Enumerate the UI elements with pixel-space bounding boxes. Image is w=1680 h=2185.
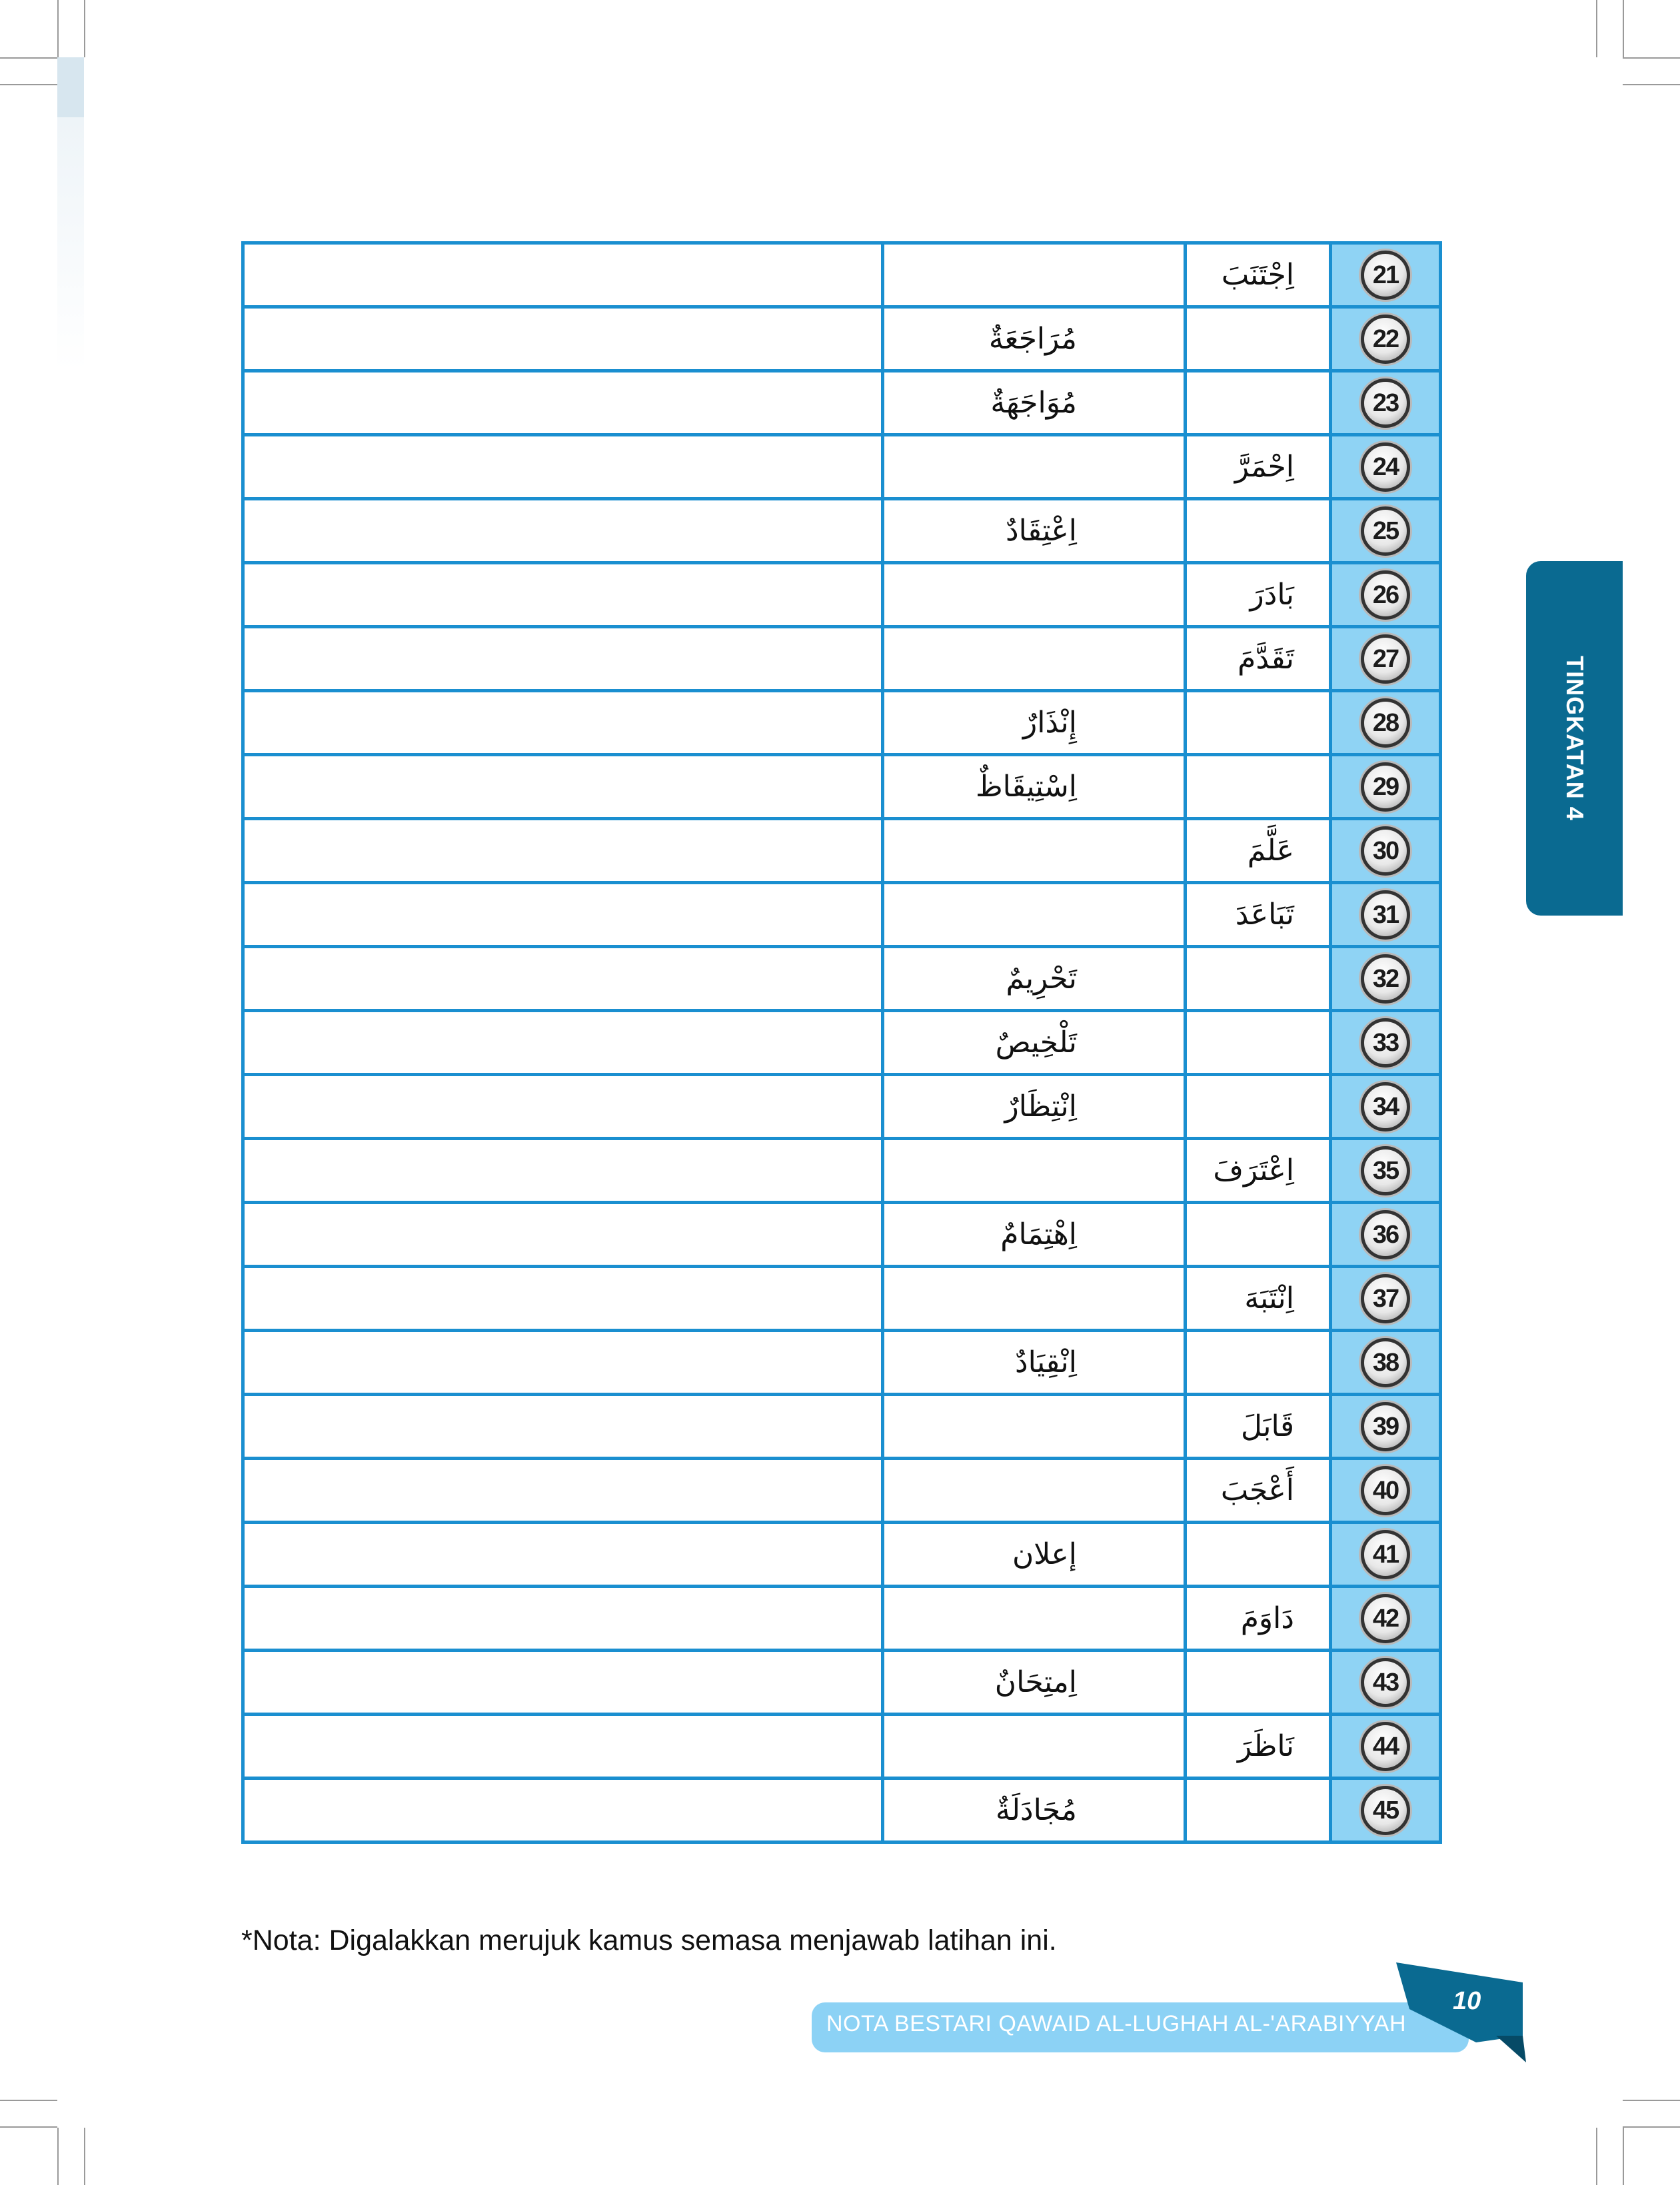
row-number-badge: 45 (1361, 1786, 1410, 1835)
row-number-badge: 35 (1361, 1146, 1410, 1195)
number-cell (1331, 307, 1441, 371)
crop-mark (1596, 2128, 1597, 2185)
answer-cell[interactable] (243, 307, 883, 371)
number-cell (1331, 1459, 1441, 1523)
row-number-badge: 39 (1361, 1402, 1410, 1451)
number-cell (1331, 1011, 1441, 1075)
row-number-badge: 24 (1361, 442, 1410, 492)
table-row (243, 1139, 1441, 1203)
masdar-cell: إِنْذَارٌ (883, 691, 1186, 755)
row-number-badge: 32 (1361, 954, 1410, 1004)
fiil-cell (1186, 1523, 1331, 1587)
row-number-badge: 36 (1361, 1210, 1410, 1259)
answer-cell[interactable] (243, 1459, 883, 1523)
row-number-badge: 34 (1361, 1082, 1410, 1131)
answer-cell[interactable] (243, 947, 883, 1011)
row-number-badge: 23 (1361, 378, 1410, 428)
masdar-cell: مُجَادَلَةٌ (883, 1779, 1186, 1842)
masdar-cell: اِنْتِظَارٌ (883, 1075, 1186, 1139)
crop-mark (84, 0, 85, 57)
table-row (243, 1203, 1441, 1267)
table-row (243, 1779, 1441, 1842)
fiil-cell (1186, 371, 1331, 435)
masdar-cell: اِهْتِمَامٌ (883, 1203, 1186, 1267)
answer-cell[interactable] (243, 1139, 883, 1203)
masdar-cell: تَحْرِيمٌ (883, 947, 1186, 1011)
book-title: NOTA BESTARI QAWAID AL-LUGHAH AL-'ARABIYYAH (826, 2011, 1407, 2036)
masdar-cell: إعلان (883, 1523, 1186, 1587)
table-row (243, 563, 1441, 627)
crop-mark (0, 2126, 57, 2128)
row-number-badge: 21 (1361, 251, 1410, 300)
crop-mark (1623, 2126, 1680, 2128)
row-number-badge: 42 (1361, 1594, 1410, 1643)
fiil-cell: تَقَدَّمَ (1186, 627, 1331, 691)
masdar-cell (883, 243, 1186, 307)
crop-mark (1623, 2100, 1680, 2101)
table-row (243, 1075, 1441, 1139)
masdar-cell: اِعْتِقَادٌ (883, 499, 1186, 563)
fiil-cell (1186, 947, 1331, 1011)
table-row (243, 435, 1441, 499)
number-cell (1331, 627, 1441, 691)
fiil-cell (1186, 1779, 1331, 1842)
masdar-cell: تَلْخِيصٌ (883, 1011, 1186, 1075)
fiil-cell (1186, 755, 1331, 819)
fiil-cell (1186, 1011, 1331, 1075)
number-cell (1331, 1395, 1441, 1459)
answer-cell[interactable] (243, 883, 883, 947)
crop-mark (84, 2128, 85, 2185)
answer-cell[interactable] (243, 1651, 883, 1715)
crop-mark (1596, 0, 1597, 57)
number-cell (1331, 1331, 1441, 1395)
crop-mark (1623, 2128, 1624, 2185)
number-cell (1331, 563, 1441, 627)
crop-mark (1623, 57, 1680, 59)
answer-cell[interactable] (243, 563, 883, 627)
masdar-cell (883, 819, 1186, 883)
masdar-cell (883, 435, 1186, 499)
fiil-cell: بَادَرَ (1186, 563, 1331, 627)
table-row (243, 1459, 1441, 1523)
note-text: *Nota: Digalakkan merujuk kamus semasa menjawab latihan ini. (241, 1924, 1057, 1956)
fiil-cell (1186, 1331, 1331, 1395)
masdar-cell: مُوَاجَهَةٌ (883, 371, 1186, 435)
answer-cell[interactable] (243, 435, 883, 499)
number-cell (1331, 1075, 1441, 1139)
answer-cell[interactable] (243, 1523, 883, 1587)
table-row (243, 371, 1441, 435)
answer-cell[interactable] (243, 499, 883, 563)
answer-cell[interactable] (243, 1267, 883, 1331)
table-row (243, 1523, 1441, 1587)
number-cell (1331, 371, 1441, 435)
crop-mark (0, 57, 57, 59)
number-cell (1331, 1203, 1441, 1267)
table-row (243, 627, 1441, 691)
masdar-cell: اِسْتِيقَاظٌ (883, 755, 1186, 819)
masdar-cell (883, 1715, 1186, 1779)
answer-cell[interactable] (243, 371, 883, 435)
number-cell (1331, 435, 1441, 499)
number-cell (1331, 1139, 1441, 1203)
crop-mark (0, 2100, 57, 2101)
answer-cell[interactable] (243, 1331, 883, 1395)
masdar-cell (883, 1395, 1186, 1459)
masdar-cell (883, 627, 1186, 691)
masdar-cell: اِمتِحَانٌ (883, 1651, 1186, 1715)
row-number-badge: 33 (1361, 1018, 1410, 1068)
masdar-cell: اِنْقِيَادٌ (883, 1331, 1186, 1395)
row-number-badge: 41 (1361, 1530, 1410, 1579)
table-row (243, 755, 1441, 819)
fiil-cell (1186, 1651, 1331, 1715)
row-number-badge: 43 (1361, 1658, 1410, 1707)
answer-cell[interactable] (243, 1075, 883, 1139)
number-cell (1331, 1587, 1441, 1651)
number-cell (1331, 883, 1441, 947)
table-row (243, 1011, 1441, 1075)
answer-cell[interactable] (243, 691, 883, 755)
number-cell (1331, 1651, 1441, 1715)
table-row (243, 1267, 1441, 1331)
number-cell (1331, 1779, 1441, 1842)
crop-mark (1623, 84, 1680, 85)
answer-cell[interactable] (243, 243, 883, 307)
fiil-cell (1186, 307, 1331, 371)
row-number-badge: 37 (1361, 1274, 1410, 1323)
table-row (243, 947, 1441, 1011)
table-row (243, 1587, 1441, 1651)
fiil-cell (1186, 499, 1331, 563)
table-row (243, 819, 1441, 883)
row-number-badge: 26 (1361, 570, 1410, 620)
masdar-cell (883, 1139, 1186, 1203)
number-cell (1331, 1267, 1441, 1331)
fiil-cell: قَابَلَ (1186, 1395, 1331, 1459)
row-number-badge: 22 (1361, 315, 1410, 364)
masdar-cell: مُرَاجَعَةٌ (883, 307, 1186, 371)
masdar-cell (883, 1459, 1186, 1523)
answer-cell[interactable] (243, 1395, 883, 1459)
number-cell (1331, 947, 1441, 1011)
table-row (243, 1395, 1441, 1459)
answer-cell[interactable] (243, 755, 883, 819)
side-tab-label: TINGKATAN 4 (1561, 656, 1589, 821)
fiil-cell: تَبَاعَدَ (1186, 883, 1331, 947)
row-number-badge: 27 (1361, 634, 1410, 684)
answer-cell[interactable] (243, 1779, 883, 1842)
number-cell (1331, 691, 1441, 755)
number-cell (1331, 1715, 1441, 1779)
number-cell (1331, 499, 1441, 563)
row-number-badge: 31 (1361, 890, 1410, 940)
fiil-cell: اِجْتَنَبَ (1186, 243, 1331, 307)
table-row (243, 307, 1441, 371)
answer-cell[interactable] (243, 1715, 883, 1779)
number-cell (1331, 819, 1441, 883)
masdar-cell (883, 1587, 1186, 1651)
bleed-strip (57, 57, 84, 117)
table-row (243, 883, 1441, 947)
row-number-badge: 38 (1361, 1338, 1410, 1387)
table-body (243, 243, 1441, 1842)
table-row (243, 1651, 1441, 1715)
row-number-badge: 44 (1361, 1722, 1410, 1771)
vocabulary-table (241, 241, 1442, 1844)
fiil-cell: دَاوَمَ (1186, 1587, 1331, 1651)
answer-cell[interactable] (243, 627, 883, 691)
answer-cell[interactable] (243, 1011, 883, 1075)
number-cell (1331, 243, 1441, 307)
answer-cell[interactable] (243, 1587, 883, 1651)
answer-cell[interactable] (243, 819, 883, 883)
number-cell (1331, 1523, 1441, 1587)
row-number-badge: 28 (1361, 698, 1410, 748)
row-number-badge: 25 (1361, 506, 1410, 556)
crop-mark (0, 84, 57, 85)
row-number-badge: 29 (1361, 762, 1410, 812)
row-number-badge: 30 (1361, 826, 1410, 876)
masdar-cell (883, 1267, 1186, 1331)
page-number: 10 (1453, 1987, 1481, 2015)
fiil-cell: اِحْمَرَّ (1186, 435, 1331, 499)
fiil-cell (1186, 1203, 1331, 1267)
crop-mark (57, 0, 59, 57)
fiil-cell: اِنْتَبَهَ (1186, 1267, 1331, 1331)
fiil-cell: عَلَّمَ (1186, 819, 1331, 883)
bleed-fade (57, 117, 84, 370)
number-cell (1331, 755, 1441, 819)
fiil-cell (1186, 691, 1331, 755)
row-number-badge: 40 (1361, 1466, 1410, 1515)
answer-cell[interactable] (243, 1203, 883, 1267)
fiil-cell: نَاظَرَ (1186, 1715, 1331, 1779)
fiil-cell (1186, 1075, 1331, 1139)
table-row (243, 499, 1441, 563)
table-row (243, 243, 1441, 307)
crop-mark (1623, 0, 1624, 57)
fiil-cell: اِعْتَرَفَ (1186, 1139, 1331, 1203)
masdar-cell (883, 563, 1186, 627)
crop-mark (57, 2128, 59, 2185)
fiil-cell: أَعْجَبَ (1186, 1459, 1331, 1523)
table-row (243, 1331, 1441, 1395)
table-row (243, 1715, 1441, 1779)
table-row (243, 691, 1441, 755)
masdar-cell (883, 883, 1186, 947)
